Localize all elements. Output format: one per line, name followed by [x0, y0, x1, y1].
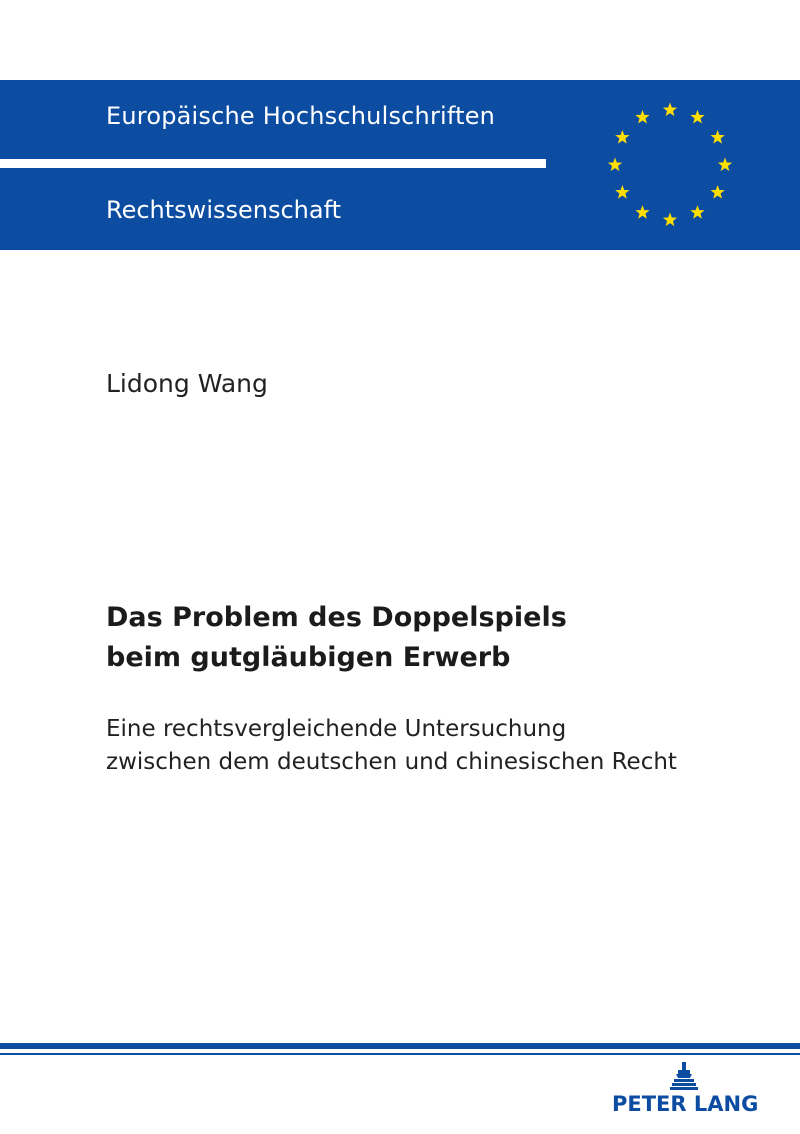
star-icon: [635, 110, 649, 124]
star-icon: [615, 185, 629, 199]
star-icon: [690, 205, 704, 219]
footer-rule-thin: [0, 1053, 800, 1055]
book-title: [106, 598, 567, 678]
star-icon: [635, 205, 649, 219]
star-icon: [608, 158, 622, 172]
star-icon: [711, 185, 725, 199]
star-icon: [718, 158, 732, 172]
series-subtitle: Rechtswissenschaft: [106, 196, 342, 224]
book-subtitle-line-1: Eine rechtsvergleichende Untersuchung: [106, 716, 567, 742]
series-title: Europäische Hochschulschriften: [106, 102, 496, 130]
star-icon: [663, 103, 677, 117]
star-icon: [690, 110, 704, 124]
star-icon: [615, 130, 629, 144]
book-subtitle: [106, 713, 677, 779]
publisher-name: PETER LANG: [612, 1092, 759, 1116]
publisher-logo: [612, 1062, 762, 1122]
star-icon: [711, 130, 725, 144]
series-divider: [0, 159, 546, 168]
footer-rule-thick: [0, 1043, 800, 1049]
book-subtitle-line-2: zwischen dem deutschen und chinesischen Recht: [106, 749, 677, 775]
author-name: Lidong Wang: [106, 369, 268, 398]
book-title-line-1: Das Problem des Doppelspiels: [106, 602, 567, 633]
peter-lang-logo-icon: [669, 1062, 699, 1094]
star-icon: [663, 213, 677, 227]
eu-stars-icon: [600, 95, 740, 235]
book-title-line-2: beim gutgläubigen Erwerb: [106, 642, 511, 673]
